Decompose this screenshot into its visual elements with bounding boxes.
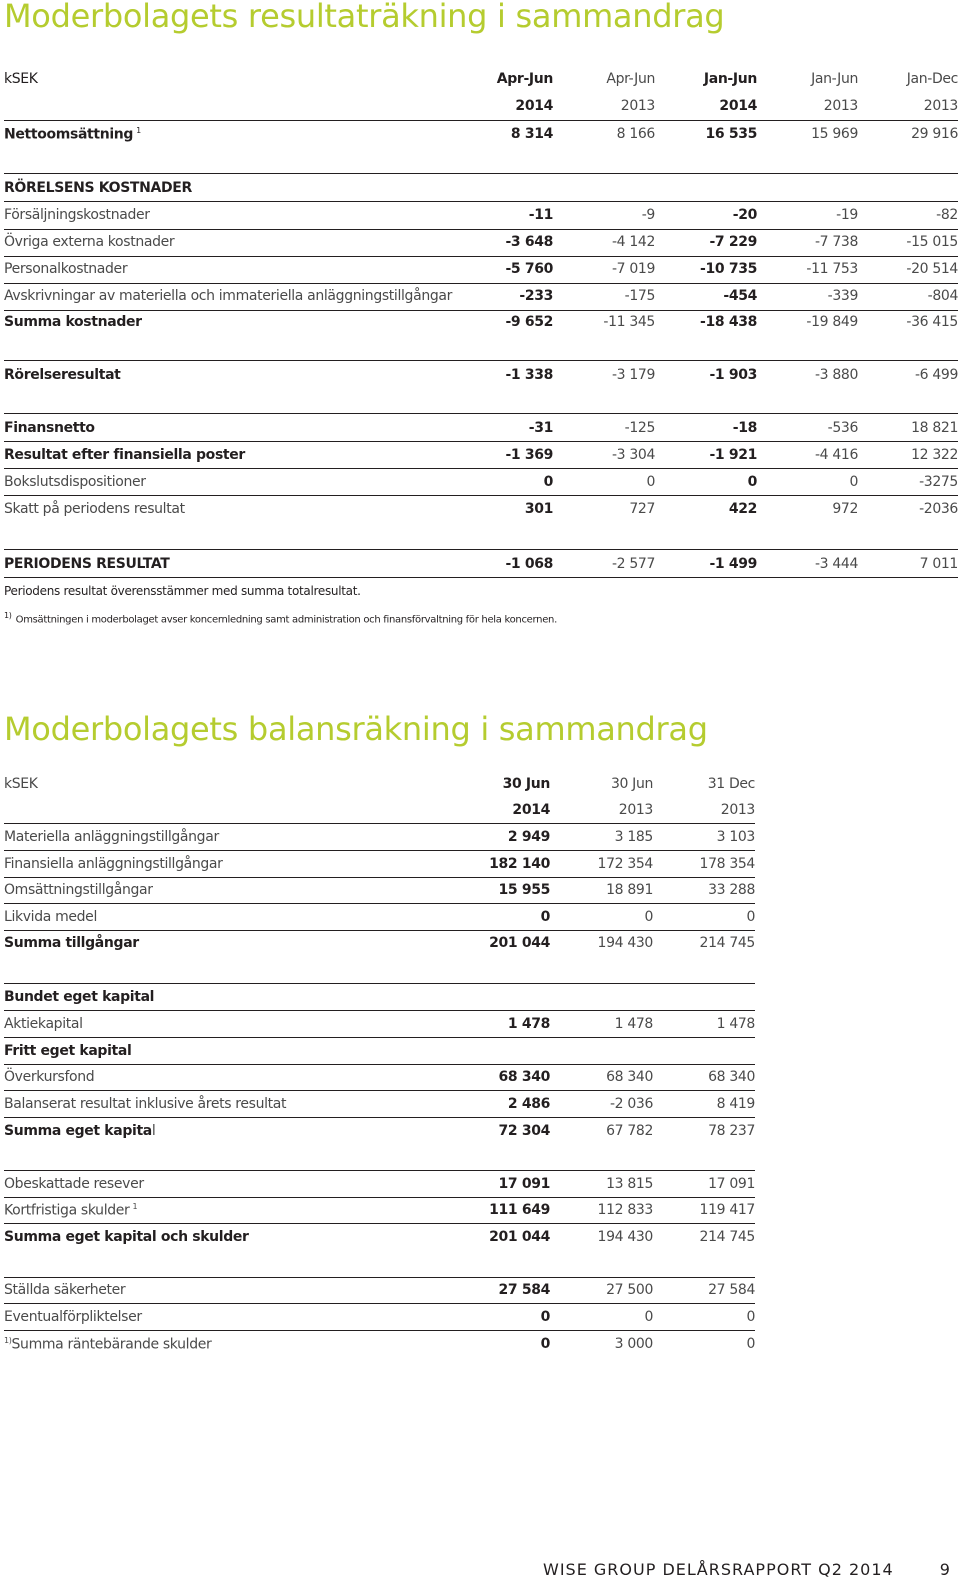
row-label: Kortfristiga skulder $^1$ (4, 1201, 138, 1219)
cell: 68 340 (498, 1069, 550, 1086)
cell: 972 (832, 501, 858, 518)
row-label: Övriga externa kostnader (4, 234, 175, 251)
costs-header (4, 175, 958, 202)
cell: 111 649 (489, 1202, 550, 1219)
row-label: Obeskattade resever (4, 1176, 144, 1193)
share-capital-row (4, 1011, 755, 1038)
income-unit-label: kSEK (4, 71, 38, 88)
table-row (4, 283, 958, 310)
untaxed-row (4, 1171, 755, 1198)
cell: -4 142 (611, 234, 655, 251)
divider (4, 577, 958, 578)
cell: -9 (641, 207, 655, 224)
row-label: Likvida medel (4, 909, 97, 926)
cell: 30 Jun (610, 776, 653, 793)
cell: 16 535 (705, 126, 757, 143)
row-label: Omsättningstillgångar (4, 882, 153, 899)
balance-header-years (4, 797, 755, 824)
cell: 301 (524, 501, 553, 518)
row-label: Materiella anläggningstillgångar (4, 829, 219, 846)
tax-row (4, 496, 958, 523)
cell: 18 821 (911, 420, 958, 437)
col-period-1: Apr-Jun (496, 71, 553, 88)
cell: 0 (540, 909, 550, 926)
cell: -3 880 (814, 367, 858, 384)
note-total: Periodens resultat överensstämmer med summa totalresultat. (4, 584, 361, 598)
cell: 182 140 (489, 856, 550, 873)
cell: 178 354 (699, 856, 755, 873)
cell: -1 068 (505, 556, 553, 573)
table-row (4, 256, 958, 283)
contingent-row (4, 1304, 755, 1331)
col-year-2: 2013 (620, 98, 655, 115)
cell: 0 (746, 1309, 755, 1326)
cell: 78 237 (708, 1123, 755, 1140)
cell: 0 (644, 1309, 653, 1326)
cell: 27 584 (708, 1282, 755, 1299)
cell: -36 415 (906, 314, 958, 331)
cell: -804 (927, 288, 958, 305)
sum-costs-label: Summa kostnader (4, 314, 142, 331)
cell: -4 416 (814, 447, 858, 464)
income-header-years (4, 93, 958, 120)
col-year-5: 2013 (923, 98, 958, 115)
finance-net-label: Finansnetto (4, 420, 95, 437)
cell: 30 Jun (502, 776, 550, 793)
cell: -9 652 (505, 314, 553, 331)
cell: 727 (629, 501, 655, 518)
cell: 27 500 (606, 1282, 653, 1299)
cell: 214 745 (699, 935, 755, 952)
table-row (4, 851, 755, 878)
cell: -2 036 (609, 1096, 653, 1113)
cell: 68 340 (606, 1069, 653, 1086)
cell: 0 (646, 474, 655, 491)
cell: -339 (827, 288, 858, 305)
cell: 1 478 (614, 1016, 653, 1033)
cell: -125 (624, 420, 655, 437)
cell: 0 (540, 1336, 550, 1353)
cell: 8 166 (616, 126, 655, 143)
cell: -5 760 (505, 261, 553, 278)
cell: 7 011 (919, 556, 958, 573)
operating-result-label: Rörelseresultat (4, 367, 121, 384)
cell: 12 322 (911, 447, 958, 464)
cell: 15 969 (811, 126, 858, 143)
cell: -18 (732, 420, 757, 437)
short-liab-row (4, 1197, 755, 1224)
col-year-4: 2013 (823, 98, 858, 115)
cell: 0 (644, 909, 653, 926)
cell: 17 091 (708, 1176, 755, 1193)
cell: 1 478 (716, 1016, 755, 1033)
cell: 1 478 (507, 1016, 550, 1033)
cell: 2 486 (507, 1096, 550, 1113)
cell: 8 314 (510, 126, 553, 143)
cell: -175 (624, 288, 655, 305)
operating-result-row (4, 362, 958, 389)
costs-header-label: RÖRELSENS KOSTNADER (4, 180, 192, 197)
cell: 68 340 (708, 1069, 755, 1086)
balance-header-periods (4, 771, 755, 798)
row-label: Aktiekapital (4, 1016, 83, 1033)
cell: -18 438 (700, 314, 757, 331)
cell: -31 (528, 420, 553, 437)
cell: -454 (723, 288, 757, 305)
cell: -7 738 (814, 234, 858, 251)
cell: -3275 (919, 474, 958, 491)
cell: 119 417 (699, 1202, 755, 1219)
sum-equity-liab-row (4, 1224, 755, 1251)
cell: -11 (528, 207, 553, 224)
cell: -3 304 (611, 447, 655, 464)
cell: 3 000 (614, 1336, 653, 1353)
row-label: Fritt eget kapital (4, 1043, 132, 1060)
cell: 0 (849, 474, 858, 491)
cell: -6 499 (914, 367, 958, 384)
restricted-equity-header (4, 984, 755, 1011)
finance-net-row (4, 415, 958, 442)
row-label: Försäljningskostnader (4, 207, 150, 224)
col-period-2: Apr-Jun (606, 71, 655, 88)
col-period-5: Jan-Dec (906, 71, 958, 88)
cell: 31 Dec (707, 776, 755, 793)
page-footer (543, 1560, 951, 1579)
cell: 2013 (618, 802, 653, 819)
cell: -15 015 (906, 234, 958, 251)
cell: 2 949 (507, 829, 550, 846)
row-label: Personalkostnader (4, 261, 128, 278)
cell: -2036 (919, 501, 958, 518)
cell: 0 (540, 1309, 550, 1326)
cell: 2014 (512, 802, 550, 819)
cell: 33 288 (708, 882, 755, 899)
cell: 8 419 (716, 1096, 755, 1113)
tax-label: Skatt på periodens resultat (4, 501, 185, 518)
period-result-label: PERIODENS RESULTAT (4, 556, 170, 573)
col-year-1: 2014 (515, 98, 553, 115)
cell: -20 (732, 207, 757, 224)
cell: -3 648 (505, 234, 553, 251)
table-row (4, 877, 755, 904)
row-label: Ställda säkerheter (4, 1282, 126, 1299)
page-number: 9 (939, 1560, 951, 1579)
net-sales-row (4, 121, 958, 148)
period-result-row (4, 551, 958, 578)
income-header-periods (4, 66, 958, 93)
cell: -2 577 (611, 556, 655, 573)
cell: 13 815 (606, 1176, 653, 1193)
cell: 0 (746, 909, 755, 926)
cell: -7 229 (709, 234, 757, 251)
row-label: $^{1)}$Summa räntebärande skulder (4, 1335, 212, 1353)
cell: -233 (519, 288, 553, 305)
cell: -3 444 (814, 556, 858, 573)
cell: -1 338 (505, 367, 553, 384)
cell: 172 354 (597, 856, 653, 873)
col-period-3: Jan-Jun (703, 71, 757, 88)
cell: -1 921 (709, 447, 757, 464)
cell: 17 091 (498, 1176, 550, 1193)
col-year-3: 2014 (719, 98, 757, 115)
interest-bearing-row (4, 1331, 755, 1358)
cell: -20 514 (906, 261, 958, 278)
cell: 3 103 (716, 829, 755, 846)
cell: 72 304 (498, 1123, 550, 1140)
sum-equity-row (4, 1118, 755, 1145)
cell: 201 044 (489, 935, 550, 952)
row-label: Summa eget kapital (4, 1123, 156, 1140)
cell: 15 955 (498, 882, 550, 899)
cell: 18 891 (606, 882, 653, 899)
table-row (4, 229, 958, 256)
cell: 2013 (720, 802, 755, 819)
income-title: Moderbolagets resultaträkning i sammandrag (4, 0, 725, 35)
sum-assets-row (4, 930, 755, 957)
row-label: Summa tillgångar (4, 935, 139, 952)
cell: -3 179 (611, 367, 655, 384)
cell: 29 916 (911, 126, 958, 143)
row-label: Eventualförpliktelser (4, 1309, 142, 1326)
cell: 3 185 (614, 829, 653, 846)
share-premium-row (4, 1064, 755, 1091)
cell: -19 (836, 207, 858, 224)
appropriations-label: Bokslutsdispositioner (4, 474, 146, 491)
row-label: kSEK (4, 776, 38, 793)
row-label: Avskrivningar av materiella och immateriella anläggningstillgångar (4, 288, 453, 305)
table-row (4, 202, 958, 229)
appropriations-row (4, 469, 958, 496)
table-row (4, 824, 755, 851)
cell: 194 430 (597, 935, 653, 952)
cell: -7 019 (611, 261, 655, 278)
cell: 0 (746, 1336, 755, 1353)
cell: -11 753 (806, 261, 858, 278)
col-period-4: Jan-Jun (811, 71, 858, 88)
cell: 194 430 (597, 1229, 653, 1246)
retained-row (4, 1091, 755, 1118)
cell: 214 745 (699, 1229, 755, 1246)
result-after-fin-row (4, 442, 958, 469)
row-label: Summa eget kapital och skulder (4, 1229, 249, 1246)
net-sales-label: Nettoomsättning $^1$ (4, 125, 141, 143)
cell: -536 (827, 420, 858, 437)
cell: 27 584 (498, 1282, 550, 1299)
sum-costs-row (4, 309, 958, 336)
result-after-fin-label: Resultat efter finansiella poster (4, 447, 245, 464)
cell: -1 499 (709, 556, 757, 573)
row-label: Bundet eget kapital (4, 989, 155, 1006)
row-label: Balanserat resultat inklusive årets resultat (4, 1096, 287, 1113)
cell: -11 345 (603, 314, 655, 331)
cell: -82 (936, 207, 958, 224)
cell: 422 (728, 501, 757, 518)
balance-title: Moderbolagets balansräkning i sammandrag (4, 710, 708, 748)
free-equity-header (4, 1038, 755, 1065)
footer-text: WISE GROUP DELÅRSRAPPORT Q2 2014 (543, 1560, 894, 1579)
row-label: Överkursfond (4, 1069, 95, 1086)
cell: 112 833 (597, 1202, 653, 1219)
cell: -19 849 (806, 314, 858, 331)
cell: -1 903 (709, 367, 757, 384)
cell: -10 735 (700, 261, 757, 278)
cell: 67 782 (606, 1123, 653, 1140)
cell: 0 (747, 474, 757, 491)
row-label: Finansiella anläggningstillgångar (4, 856, 223, 873)
cell: -1 369 (505, 447, 553, 464)
cell: 0 (543, 474, 553, 491)
pledged-row (4, 1277, 755, 1304)
cell: 201 044 (489, 1229, 550, 1246)
footnote: $^{1)}$ Omsättningen i moderbolaget avser koncernledning samt administration och finansförvaltning för hela koncernen. (4, 611, 557, 626)
table-row (4, 904, 755, 931)
